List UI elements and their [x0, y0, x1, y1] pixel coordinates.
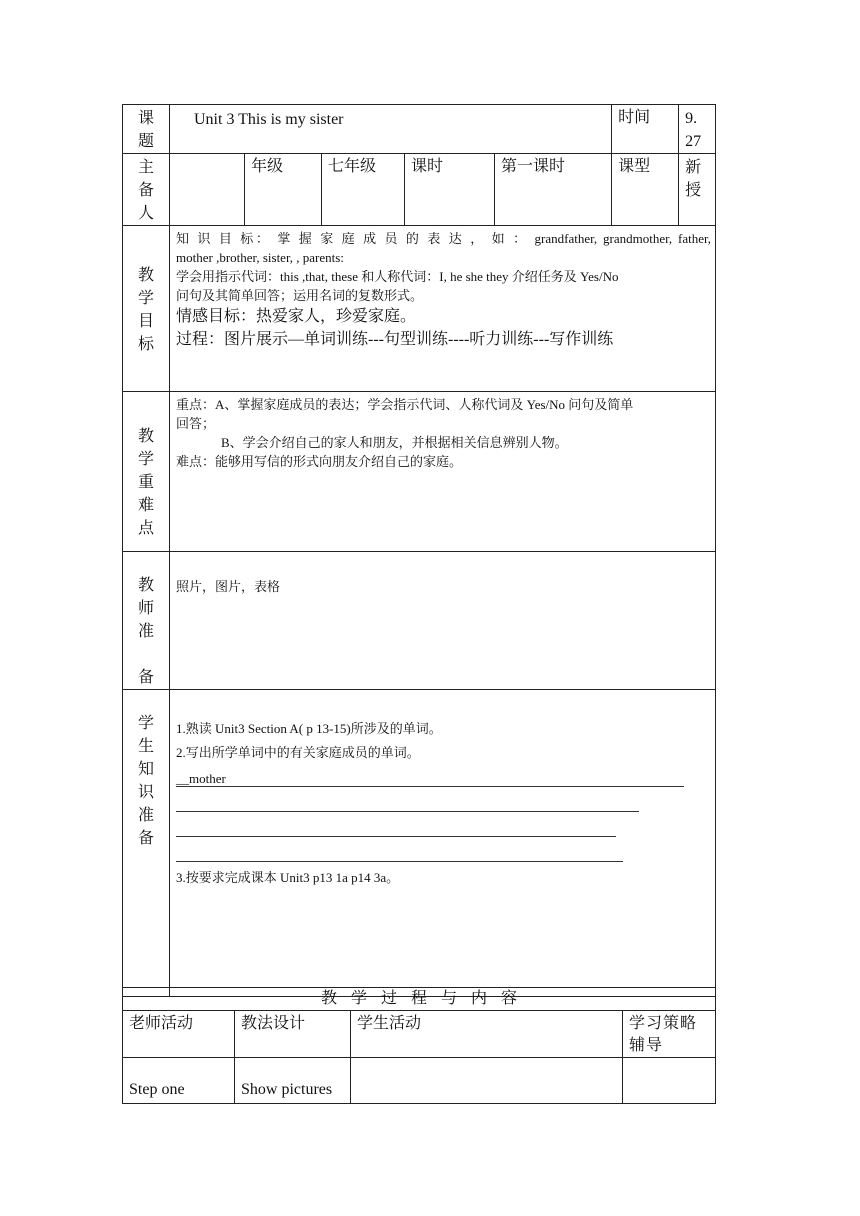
type-value: 新 授 [679, 154, 716, 226]
goals-line-6: 过程：图片展示—单词训练---句型训练----听力训练---写作训练 [176, 331, 614, 348]
keypoints-content [170, 392, 716, 552]
period-label: 课时 [405, 154, 495, 226]
preparer-label: 主 备 人 [123, 154, 170, 226]
goals-label: 教 学 目 标 [123, 226, 170, 392]
col-strategy-guidance: 学习策略辅导 [623, 1011, 716, 1058]
strategy-cell [623, 1058, 716, 1104]
student-item-3: 3.按要求完成课本 Unit3 p13 1a p14 3a。 [176, 870, 400, 885]
goals-line-4: 问句及其简单回答；运用名词的复数形式。 [176, 288, 424, 303]
col-student-activity: 学生活动 [351, 1011, 623, 1058]
step-one-cell: Step one [123, 1058, 235, 1104]
student-item-2: 2.写出所学单词中的有关家庭成员的单词。 [176, 745, 420, 760]
keypoints-line-2: 回答； [176, 416, 216, 431]
process-banner: 教学过程与内容 [123, 988, 716, 1011]
teaching-process-table [122, 987, 716, 1104]
goals-line-1: 知 识 目 标： 掌 握 家 庭 成 员 的 表 达 ， 如 ： grandfather, grandmother, father, [176, 231, 712, 246]
preparer-value [170, 154, 245, 226]
topic-label: 课 题 [123, 105, 170, 154]
time-label: 时间 [612, 105, 679, 154]
blank-line-4 [176, 849, 623, 862]
mother-blank-line [176, 765, 684, 791]
blank-line-2 [176, 799, 639, 812]
keypoints-line-4: 难点：能够用写信的形式向朋友介绍自己的家庭。 [176, 454, 463, 469]
keypoints-label: 教 学 重 难 点 [123, 392, 170, 552]
goals-line-3: 学会用指示代词：this ,that, these 和人称代词：I, he she they 介绍任务及 Yes/No [176, 269, 619, 284]
goals-line-2: mother ,brother, sister, , parents: [176, 250, 344, 265]
topic-value: Unit 3 This is my sister [170, 105, 612, 154]
prep-label: 教 师 准 备 [123, 552, 170, 690]
goals-content [170, 226, 716, 392]
student-label: 学 生 知 识 准 备 [123, 690, 170, 997]
prep-text: 照片，图片，表格 [176, 579, 281, 594]
col-teacher-activity: 老师活动 [123, 1011, 235, 1058]
mother-underline [176, 786, 684, 787]
student-activity-cell [351, 1058, 623, 1104]
show-pictures-cell: Show pictures [235, 1058, 351, 1104]
student-content [170, 690, 716, 997]
goals-line-5: 情感目标：热爱家人，珍爱家庭。 [176, 308, 417, 325]
grade-value: 七年级 [322, 154, 405, 226]
lesson-info-table [122, 104, 716, 997]
blank-line-3 [176, 824, 616, 837]
period-value: 第一课时 [495, 154, 612, 226]
grade-label: 年级 [245, 154, 322, 226]
time-value: 9. 27 [679, 105, 716, 154]
keypoints-line-3: B、学会介绍自己的家人和朋友，并根据相关信息辨别人物。 [221, 435, 568, 450]
student-item-1: 1.熟读 Unit3 Section A( p 13-15)所涉及的单词。 [176, 721, 442, 736]
prep-content [170, 552, 716, 690]
type-label: 课型 [612, 154, 679, 226]
mother-word: __mother [176, 771, 226, 786]
col-method-design: 教法设计 [235, 1011, 351, 1058]
keypoints-line-1: 重点：A、掌握家庭成员的表达；学会指示代词、人称代词及 Yes/No 问句及简单 [176, 397, 634, 412]
